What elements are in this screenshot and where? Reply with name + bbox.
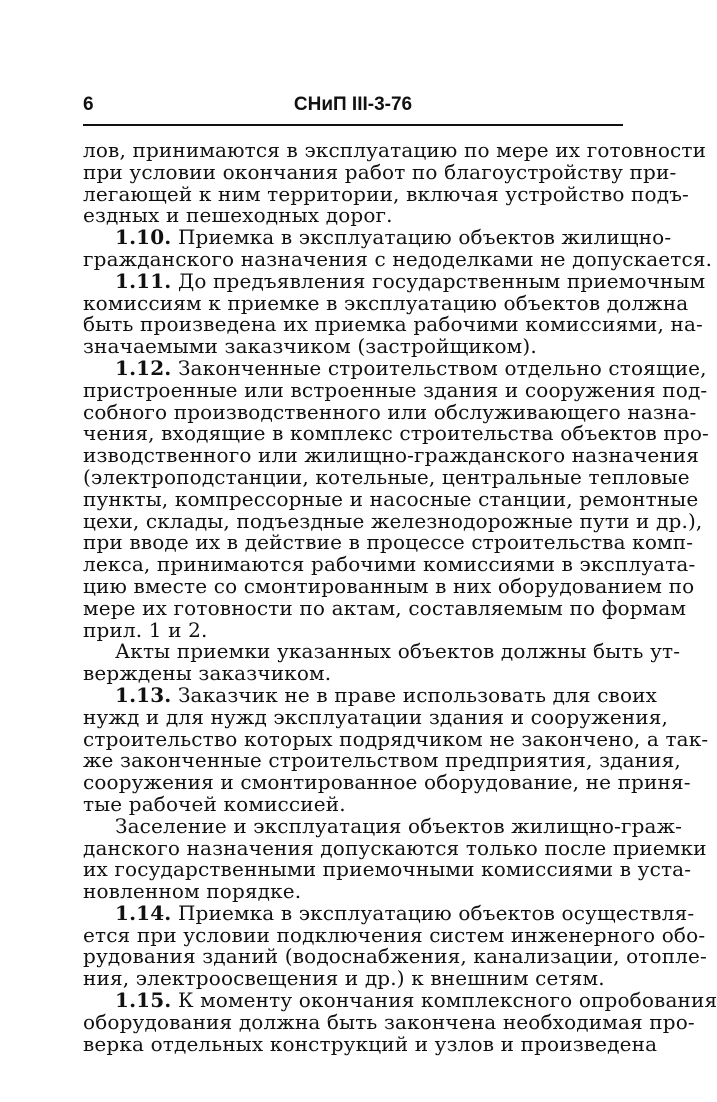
text-line — [83, 900, 695, 925]
line-text: (электроподстанции, котельные, центральные тепловые — [83, 464, 690, 489]
text-line — [83, 617, 623, 642]
clause-number: 1.13. — [115, 682, 172, 707]
text-line — [83, 813, 683, 838]
line-text: их государственными приемочными комиссиями в уста- — [83, 857, 692, 882]
text-line — [83, 290, 689, 315]
line-text: пристроенные или встроенные здания и сооружения под- — [83, 377, 708, 402]
text-line — [83, 355, 707, 380]
line-text: пункты, компрессорные и насосные станции, ремонтные — [83, 486, 699, 511]
text-line — [83, 530, 694, 555]
text-line — [83, 508, 703, 533]
line-text: прил. 1 и 2. — [83, 617, 208, 642]
line-text: сооружения и смонтированное оборудование, не приня- — [83, 770, 691, 795]
text-line — [83, 399, 697, 424]
text-line — [83, 881, 623, 903]
text-line — [83, 748, 681, 773]
clause-number: 1.14. — [115, 900, 172, 925]
line-text: гражданского назначения с недоделками не допускается. — [83, 246, 713, 271]
line-text: строительство которых подрядчиком не закончено, а так- — [83, 726, 709, 751]
text-line — [83, 312, 703, 337]
line-text: Заселение и эксплуатация объектов жилищно-граж- — [115, 813, 683, 838]
text-line — [83, 159, 677, 184]
line-text: Приемка в эксплуатацию объектов осуществля- — [171, 900, 695, 925]
line-text: К моменту окончания комплексного опробования — [171, 988, 717, 1013]
text-line — [83, 336, 623, 358]
line-text: тые рабочей комиссией. — [83, 791, 346, 816]
line-text: легающей к ним территории, включая устройство подъ- — [83, 181, 689, 206]
line-text: Заказчик не в праве использовать для своих — [171, 682, 658, 707]
text-line — [83, 922, 706, 947]
line-text: рудования зданий (водоснабжения, канализации, отопле- — [83, 944, 707, 969]
text-line — [83, 573, 695, 598]
text-line — [83, 1009, 695, 1034]
text-line — [83, 968, 623, 990]
line-text: быть произведена их приемка рабочими комиссиями, на- — [83, 312, 703, 337]
line-text: мере их готовности по актам, составляемым по формам — [83, 595, 687, 620]
line-text: ездных и пешеходных дорог. — [83, 203, 393, 228]
text-line — [83, 944, 707, 969]
text-line — [83, 486, 699, 511]
text-line — [83, 663, 623, 685]
line-text: при условии окончания работ по благоустройству при- — [83, 159, 677, 184]
line-text: изводственного или жилищно-гражданского назначения — [83, 443, 700, 468]
line-text: лекса, принимаются рабочими комиссиями в эксплуата- — [83, 552, 696, 577]
line-text: верждены заказчиком. — [83, 661, 332, 686]
clause-number: 1.15. — [115, 988, 172, 1013]
text-line — [83, 443, 700, 468]
text-line — [83, 246, 713, 271]
line-text: при вводе их в действие в процессе строительства комп- — [83, 530, 694, 555]
page-number: 6 — [83, 94, 94, 115]
line-text: новленном порядке. — [83, 879, 302, 904]
text-line — [83, 791, 623, 816]
line-text: значаемыми заказчиком (застройщиком). — [83, 334, 537, 359]
line-text: цехи, склады, подъездные железнодорожные пути и др.), — [83, 508, 703, 533]
text-line — [83, 181, 689, 206]
text-line — [83, 988, 717, 1013]
text-line — [83, 552, 696, 577]
line-text: оборудования должна быть закончена необходимая про- — [83, 1009, 695, 1034]
line-text: собного производственного или обслуживающего назна- — [83, 399, 697, 424]
text-line — [83, 225, 672, 250]
text-line — [83, 595, 687, 620]
line-text: ния, электроосвещения и др.) к внешним сетям. — [83, 966, 605, 991]
page-header — [83, 94, 623, 118]
line-text: Приемка в эксплуатацию объектов жилищно- — [171, 225, 672, 250]
text-line — [83, 464, 690, 489]
line-text: Законченные строительством отдельно стоящие, — [171, 355, 707, 380]
text-line — [83, 268, 706, 293]
line-text: нужд и для нужд эксплуатации здания и сооружения, — [83, 704, 669, 729]
line-text: чения, входящие в комплекс строительства объектов про- — [83, 421, 709, 446]
line-text: Акты приемки указанных объектов должны быть ут- — [115, 639, 681, 664]
line-text: комиссиям к приемке в эксплуатацию объектов должна — [83, 290, 689, 315]
line-text: До предъявления государственным приемочным — [171, 268, 706, 293]
document-code: СНиП III-3-76 — [293, 94, 413, 115]
text-line — [83, 770, 691, 795]
text-line — [83, 682, 658, 707]
clause-number: 1.11. — [115, 268, 172, 293]
text-line — [83, 704, 669, 729]
line-text: лов, принимаются в эксплуатацию по мере их готовности — [83, 138, 707, 162]
clause-number: 1.12. — [115, 355, 172, 380]
line-text: верка отдельных конструкций и узлов и произведена — [83, 1031, 658, 1056]
line-text: же законченные строительством предприятия, здания, — [83, 748, 681, 773]
text-line — [83, 205, 623, 227]
body-text — [83, 138, 717, 1056]
text-line — [83, 1031, 658, 1056]
text-line — [83, 726, 709, 751]
text-line — [83, 377, 708, 402]
text-line — [83, 639, 681, 664]
text-line — [83, 421, 709, 446]
line-text: данского назначения допускаются только после приемки — [83, 835, 707, 860]
line-text: ется при условии подключения систем инженерного обо- — [83, 922, 706, 947]
text-line — [83, 138, 707, 162]
line-text: цию вместе со смонтированным в них оборудованием по — [83, 573, 695, 598]
header-rule — [83, 124, 623, 126]
text-line — [83, 835, 707, 860]
text-line — [83, 857, 692, 882]
clause-number: 1.10. — [115, 225, 172, 250]
